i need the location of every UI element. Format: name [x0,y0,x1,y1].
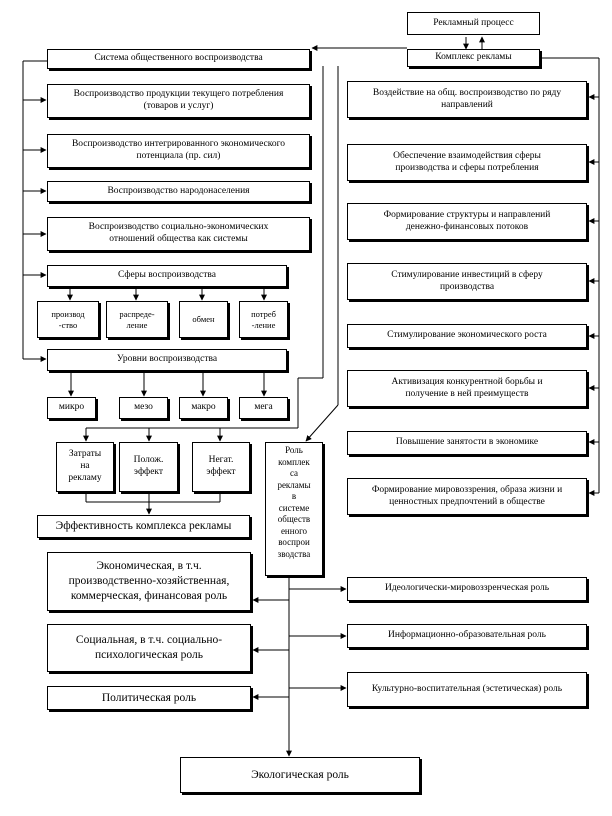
consumer-goods-box [47,84,310,118]
role-political-box: Политическая роль [47,686,251,710]
role-center-box: Роль комплек са рекламы в системе обществ енного воспрои зводства [265,442,323,576]
levels-box [47,349,287,371]
level-mega: мега [239,397,288,419]
role-ecological-box: Экологическая роль [180,757,420,793]
positive-effect-box: Полож. эффект [119,442,178,492]
spheres-box [47,265,287,287]
ad-process-label: Рекламный процесс [433,17,514,28]
econ-potential-box [47,134,310,168]
social-reproduction-label: Система общественного воспроизводства [94,53,263,64]
level-macro: макро [179,397,228,419]
socio-econ-label: Воспроизводство социально-экономических отношений общества как системы [88,222,269,244]
sphere-exchange: обмен [179,301,228,338]
sphere-consumption: потреб -ление [239,301,288,338]
costs-box: Затраты на рекламу [56,442,114,492]
level-micro: микро [47,397,96,419]
role-cultural-box: Культурно-воспитательная (эстетическая) роль [347,672,587,707]
consumer-goods-label: Воспроизводство продукции текущего потребления (товаров и услуг) [73,89,284,111]
population-label: Воспроизводство народонаселения [107,185,250,196]
levels-label: Уровни воспроизводства [116,354,218,365]
socio-econ-box [47,217,310,251]
role-informational-box: Информационно-образовательная роль [347,624,587,648]
impact-employment: Повышение занятости в экономике [347,431,587,455]
impact-finance-flows: Формирование структуры и направлений денежно-финансовых потоков [347,203,587,240]
role-ideological-box: Идеологически-мировоззренческая роль [347,577,587,601]
efficiency-box: Эффективность комплекса рекламы [37,515,250,538]
econ-potential-label: Воспроизводство интегрированного экономического потенциала (пр. сил) [71,139,286,161]
population-box [47,181,310,202]
impact-competition: Активизация конкурентной борьбы и получение в ней преимуществ [347,370,587,407]
impact-investment: Стимулирование инвестиций в сферу производства [347,263,587,300]
ad-complex-box [407,49,540,67]
level-meso: мезо [119,397,168,419]
ad-complex-label: Комплекс рекламы [435,52,512,63]
impact-growth: Стимулирование экономического роста [347,324,587,348]
sphere-distribution: распреде- ление [106,301,168,338]
role-social-box: Социальная, в т.ч. социально- психологическая роль [47,624,251,672]
sphere-production: производ -ство [37,301,99,338]
impact-interaction: Обеспечение взаимодействия сферы производства и сферы потребления [347,144,587,181]
social-reproduction-box [47,49,310,69]
ad-process-box [407,12,540,35]
negative-effect-box: Негат. эффект [192,442,250,492]
role-economic-box: Экономическая, в т.ч. производственно-хозяйственная, коммерческая, финансовая роль [47,552,251,611]
impact-worldview: Формирование мировоззрения, образа жизни и ценностных предпочтений в обществе [347,478,587,515]
spheres-label: Сферы воспроизводства [118,270,216,281]
impact-general: Воздействие на общ. воспроизводство по ряду направлений [347,81,587,118]
